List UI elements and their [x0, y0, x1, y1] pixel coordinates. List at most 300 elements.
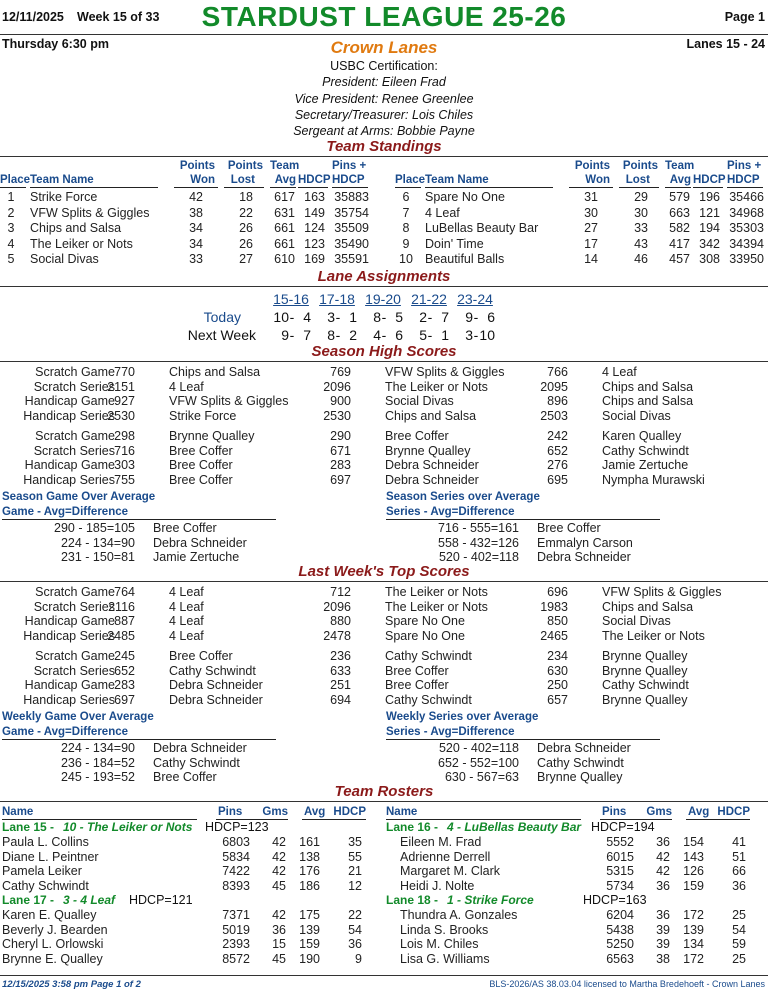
roster-col-gms: Gms	[262, 806, 288, 818]
pins-plus-hdcp: 33950	[729, 252, 764, 267]
pins-plus-hdcp: 35466	[729, 190, 764, 204]
player-pins: 5315	[606, 864, 634, 878]
player-avg: 143	[683, 849, 704, 864]
score-category: Scratch Game	[35, 585, 115, 599]
series-over-diff: 652 - 552=100	[438, 755, 519, 770]
score-value: 695	[547, 472, 568, 487]
header-underline	[174, 187, 218, 188]
header-underline	[0, 187, 26, 188]
player-avg: 139	[299, 922, 320, 937]
points-won: 34	[189, 236, 203, 251]
col-team-avg: Avg	[669, 174, 691, 186]
player-pins: 6015	[606, 849, 634, 864]
team-avg: 617	[274, 190, 295, 204]
header-underline	[569, 187, 613, 188]
score-value: 283	[114, 678, 135, 692]
player-games: 45	[272, 878, 286, 893]
score-holder: Chips and Salsa	[602, 379, 694, 394]
roster-team-hdcp: HDCP=163	[583, 893, 647, 907]
game-over-bowler: Jamie Zertuche	[153, 550, 240, 564]
section-season-high: Season High Scores	[311, 343, 457, 360]
player-avg: 159	[299, 937, 320, 951]
next-dash: -	[289, 327, 295, 343]
score-value: 2116	[108, 599, 135, 614]
points-won: 30	[584, 205, 598, 220]
player-hdcp: 66	[732, 864, 746, 878]
col-pins-hdcp: HDCP	[332, 174, 365, 186]
series-over-bowler: Debra Schneider	[537, 550, 631, 564]
game-over-avg-title: Season Game Over Average	[2, 491, 156, 503]
header-rule	[0, 34, 768, 35]
player-pins: 5552	[606, 835, 634, 849]
today-dash: -	[335, 309, 341, 325]
player-games: 42	[272, 835, 286, 849]
points-won: 14	[584, 252, 598, 267]
player-name: Heidi J. Nolte	[400, 878, 475, 893]
pins-plus-hdcp: 35303	[729, 221, 764, 236]
score-value: 769	[330, 365, 351, 379]
next-team-b: 2	[349, 327, 357, 343]
score-holder: Karen Qualley	[602, 429, 682, 443]
score-value: 633	[330, 663, 351, 678]
player-games: 42	[272, 849, 286, 864]
game-over-avg-sub: Game - Avg=Difference	[2, 506, 129, 518]
game-over-diff: 224 - 134=90	[60, 535, 135, 550]
series-over-bowler: Bree Coffer	[537, 521, 601, 535]
player-pins: 2393	[222, 937, 250, 951]
player-hdcp: 51	[732, 849, 746, 864]
score-holder: Cathy Schwindt	[385, 649, 472, 663]
score-value: 671	[330, 443, 351, 458]
points-lost: 30	[634, 205, 648, 220]
today-team-b: 1	[349, 309, 357, 325]
player-avg: 126	[683, 864, 704, 878]
next-team-a: 5	[419, 327, 427, 343]
series-over-diff: 520 - 402=118	[438, 550, 519, 564]
lane-pair: 15-16	[273, 291, 309, 307]
col-team-avg: Team	[665, 160, 695, 172]
player-hdcp: 36	[348, 937, 362, 951]
player-pins: 6204	[606, 908, 634, 922]
col-team-avg: Avg	[274, 174, 296, 186]
player-games: 38	[656, 951, 670, 966]
lastweek-rule	[0, 581, 768, 582]
series-over-avg-sub: Series - Avg=Difference	[386, 506, 515, 518]
col-points-lost: Points	[622, 160, 658, 172]
pins-plus-hdcp: 35591	[334, 252, 369, 267]
col-points-won: Won	[585, 174, 610, 186]
roster-lane: Lane 17 -	[2, 893, 55, 907]
score-value: 298	[114, 429, 135, 443]
score-holder: Debra Schneider	[385, 458, 479, 472]
score-value: 2530	[323, 408, 351, 423]
points-won: 38	[189, 205, 203, 220]
roster-team-name: 4 - LuBellas Beauty Bar	[447, 820, 582, 834]
next-team-a: 9	[281, 327, 289, 343]
today-dash: -	[473, 309, 479, 325]
player-avg: 190	[299, 951, 320, 966]
roster-col-gms: Gms	[646, 806, 672, 818]
player-avg: 175	[299, 908, 320, 922]
points-lost: 43	[634, 236, 648, 251]
col-points-lost: Lost	[230, 174, 255, 186]
score-value: 2095	[540, 379, 568, 394]
today-dash: -	[381, 309, 387, 325]
score-category: Scratch Series	[33, 599, 115, 614]
team-place: 2	[7, 205, 15, 220]
score-value: 900	[330, 394, 351, 408]
today-team-a: 9	[465, 309, 473, 325]
score-value: 303	[114, 458, 135, 472]
score-value: 716	[114, 443, 135, 458]
player-games: 42	[272, 908, 286, 922]
pins-plus-hdcp: 34394	[729, 236, 764, 251]
team-hdcp: 194	[699, 221, 720, 236]
player-hdcp: 21	[348, 864, 362, 878]
officer-line: USBC Certification:	[330, 59, 438, 73]
score-holder: 4 Leaf	[169, 614, 204, 628]
series-over-diff: 558 - 432=126	[438, 535, 519, 550]
roster-col-name: Name	[386, 806, 418, 818]
next-dash: -	[381, 327, 387, 343]
team-avg: 663	[669, 205, 690, 220]
player-name: Brynne E. Qualley	[2, 951, 103, 966]
team-avg: 631	[274, 205, 295, 220]
next-team-b: 10	[479, 327, 495, 343]
roster-col-hdcp: HDCP	[333, 806, 366, 818]
pins-plus-hdcp: 35509	[334, 221, 369, 236]
score-holder: Social Divas	[602, 408, 671, 423]
team-avg: 582	[669, 221, 690, 236]
col-points-won: Points	[574, 160, 610, 172]
col-team-name: Team Name	[425, 174, 489, 186]
section-last-week: Last Week's Top Scores	[298, 563, 470, 580]
score-holder: Spare No One	[385, 628, 465, 643]
score-holder: Bree Coffer	[385, 429, 449, 443]
score-value: 880	[330, 614, 351, 628]
team-name: Doin' Time	[425, 236, 484, 251]
player-pins: 6563	[606, 951, 634, 966]
player-pins: 7422	[222, 864, 250, 878]
player-hdcp: 22	[348, 908, 362, 922]
over-avg-underline	[2, 739, 276, 740]
player-games: 42	[656, 849, 670, 864]
today-dash: -	[289, 309, 295, 325]
lanes-range: Lanes 15 - 24	[686, 37, 765, 51]
officer-line: Vice President: Renee Greenlee	[294, 91, 474, 106]
player-hdcp: 9	[355, 951, 362, 966]
player-games: 36	[656, 908, 670, 922]
score-category: Handicap Series	[23, 472, 115, 487]
score-value: 697	[330, 472, 351, 487]
next-team-a: 3	[465, 327, 473, 343]
game-over-diff: 245 - 193=52	[60, 770, 135, 784]
today-team-a: 2	[419, 309, 427, 325]
series-over-avg-title: Season Series over Average	[386, 491, 540, 503]
roster-team-hdcp: HDCP=121	[129, 893, 193, 907]
today-team-b: 4	[303, 309, 311, 325]
col-place: Place	[0, 174, 31, 186]
player-games: 39	[656, 922, 670, 937]
roster-col-avg: Avg	[688, 806, 710, 818]
roster-lane: Lane 18 -	[386, 893, 439, 907]
score-category: Handicap Game	[24, 394, 115, 408]
team-name: Chips and Salsa	[30, 221, 122, 236]
score-holder: The Leiker or Nots	[602, 628, 705, 643]
player-games: 45	[272, 951, 286, 966]
roster-lane: Lane 15 -	[2, 820, 55, 834]
player-games: 36	[656, 878, 670, 893]
player-avg: 154	[683, 835, 704, 849]
score-holder: The Leiker or Nots	[385, 379, 488, 394]
score-value: 2465	[540, 628, 568, 643]
points-won: 42	[189, 190, 203, 204]
team-avg: 661	[274, 236, 295, 251]
score-value: 2096	[323, 379, 351, 394]
player-avg: 176	[299, 864, 320, 878]
standings-rule	[0, 156, 768, 157]
roster-team-hdcp: HDCP=123	[205, 820, 269, 834]
roster-col-avg: Avg	[304, 806, 326, 818]
score-holder: 4 Leaf	[169, 585, 204, 599]
score-holder: 4 Leaf	[602, 365, 637, 379]
score-value: 652	[114, 663, 135, 678]
score-holder: Nympha Murawski	[602, 472, 705, 487]
score-value: 242	[547, 429, 568, 443]
player-games: 36	[272, 922, 286, 937]
player-pins: 5019	[222, 922, 250, 937]
series-over-diff: 716 - 555=161	[438, 521, 519, 535]
score-category: Handicap Series	[23, 692, 115, 707]
roster-col-hdcp: HDCP	[717, 806, 750, 818]
score-value: 927	[114, 394, 135, 408]
team-name: 4 Leaf	[425, 205, 460, 220]
score-value: 850	[547, 614, 568, 628]
score-value: 250	[547, 678, 568, 692]
score-holder: Bree Coffer	[169, 472, 233, 487]
team-place: 1	[7, 190, 15, 204]
score-category: Scratch Series	[33, 443, 115, 458]
day-time: Thursday 6:30 pm	[2, 37, 109, 51]
series-over-avg-sub: Series - Avg=Difference	[386, 726, 515, 738]
points-lost: 22	[239, 205, 253, 220]
over-avg-underline	[386, 519, 660, 520]
score-holder: 4 Leaf	[169, 599, 204, 614]
score-holder: Bree Coffer	[385, 663, 449, 678]
score-value: 2096	[323, 599, 351, 614]
section-team-standings: Team Standings	[326, 138, 442, 155]
score-holder: 4 Leaf	[169, 379, 204, 394]
score-value: 1983	[540, 599, 568, 614]
over-avg-underline	[386, 739, 660, 740]
score-holder: 4 Leaf	[169, 628, 204, 643]
roster-col-name: Name	[2, 806, 34, 818]
player-hdcp: 25	[732, 951, 746, 966]
points-lost: 33	[634, 221, 648, 236]
team-hdcp: 123	[304, 236, 325, 251]
team-avg: 579	[669, 190, 690, 204]
team-place: 3	[7, 221, 15, 236]
col-pins-hdcp: Pins +	[727, 160, 762, 172]
score-holder: Cathy Schwindt	[602, 678, 689, 692]
score-holder: VFW Splits & Giggles	[385, 365, 505, 379]
score-value: 630	[547, 663, 568, 678]
col-hdcp: HDCP	[693, 174, 726, 186]
player-name: Pamela Leiker	[2, 864, 82, 878]
score-value: 764	[114, 585, 135, 599]
player-hdcp: 54	[732, 922, 746, 937]
team-place: 9	[402, 236, 410, 251]
team-hdcp: 342	[699, 236, 720, 251]
player-hdcp: 41	[732, 835, 746, 849]
next-dash: -	[335, 327, 341, 343]
player-hdcp: 54	[348, 922, 362, 937]
lanes-rule	[0, 286, 768, 287]
player-hdcp: 25	[732, 908, 746, 922]
team-place: 10	[399, 252, 413, 267]
today-team-a: 8	[373, 309, 381, 325]
score-value: 755	[114, 472, 135, 487]
team-hdcp: 149	[304, 205, 325, 220]
page-number: Page 1	[724, 10, 765, 24]
pins-plus-hdcp: 35490	[334, 236, 369, 251]
score-holder: Chips and Salsa	[385, 408, 477, 423]
col-team-avg: Team	[270, 160, 300, 172]
section-lane-assignments: Lane Assignments	[317, 268, 451, 285]
roster-team-name: 10 - The Leiker or Nots	[63, 820, 193, 834]
next-team-b: 1	[441, 327, 449, 343]
player-name: Lois M. Chiles	[400, 937, 479, 951]
team-avg: 610	[274, 252, 295, 267]
score-category: Scratch Game	[35, 365, 115, 379]
game-over-bowler: Cathy Schwindt	[153, 755, 240, 770]
game-over-bowler: Debra Schneider	[153, 535, 247, 550]
player-games: 42	[272, 864, 286, 878]
score-category: Scratch Series	[33, 663, 115, 678]
points-lost: 29	[634, 190, 648, 204]
player-pins: 8572	[222, 951, 250, 966]
series-over-bowler: Debra Schneider	[537, 741, 631, 755]
team-name: Beautiful Balls	[425, 252, 505, 267]
player-hdcp: 36	[732, 878, 746, 893]
player-avg: 159	[683, 878, 704, 893]
score-value: 770	[114, 365, 135, 379]
score-category: Handicap Series	[23, 408, 115, 423]
player-name: Karen E. Qualley	[2, 908, 97, 922]
player-hdcp: 59	[732, 937, 746, 951]
score-value: 696	[547, 585, 568, 599]
game-over-bowler: Debra Schneider	[153, 741, 247, 755]
player-pins: 5438	[606, 922, 634, 937]
footer-rule	[0, 975, 768, 976]
score-holder: VFW Splits & Giggles	[602, 585, 722, 599]
header-underline	[224, 187, 264, 188]
player-avg: 172	[683, 951, 704, 966]
player-pins: 8393	[222, 878, 250, 893]
team-hdcp: 163	[304, 190, 325, 204]
player-avg: 172	[683, 908, 704, 922]
next-team-a: 4	[373, 327, 381, 343]
player-pins: 6803	[222, 835, 250, 849]
roster-lane: Lane 16 -	[386, 820, 439, 834]
score-holder: Bree Coffer	[169, 649, 233, 663]
score-category: Scratch Game	[35, 649, 115, 663]
game-over-diff: 231 - 150=81	[60, 550, 135, 564]
score-holder: Debra Schneider	[169, 678, 263, 692]
lane-pair: 23-24	[457, 291, 493, 307]
team-hdcp: 121	[699, 205, 720, 220]
points-won: 31	[584, 190, 598, 204]
game-over-avg-sub: Game - Avg=Difference	[2, 726, 129, 738]
score-value: 2478	[323, 628, 351, 643]
header-underline	[665, 187, 691, 188]
roster-team-name: 1 - Strike Force	[447, 893, 534, 907]
series-over-bowler: Cathy Schwindt	[537, 755, 624, 770]
center-name: Crown Lanes	[330, 38, 438, 57]
col-hdcp: HDCP	[298, 174, 331, 186]
score-value: 657	[547, 692, 568, 707]
points-won: 34	[189, 221, 203, 236]
score-holder: Bree Coffer	[169, 443, 233, 458]
score-category: Handicap Series	[23, 628, 115, 643]
team-name: The Leiker or Nots	[30, 236, 133, 251]
score-value: 896	[547, 394, 568, 408]
points-won: 17	[584, 236, 598, 251]
col-points-lost: Lost	[625, 174, 650, 186]
score-value: 2151	[107, 379, 135, 394]
roster-team-name: 3 - 4 Leaf	[63, 893, 116, 907]
score-value: 887	[114, 614, 135, 628]
player-name: Cathy Schwindt	[2, 878, 89, 893]
next-team-a: 8	[327, 327, 335, 343]
pins-plus-hdcp: 34968	[729, 205, 764, 220]
player-name: Paula L. Collins	[2, 835, 89, 849]
roster-underline	[302, 819, 366, 820]
lane-pair: 19-20	[365, 291, 401, 307]
header-underline	[270, 187, 296, 188]
header-underline	[727, 187, 763, 188]
score-holder: Cathy Schwindt	[385, 692, 472, 707]
score-holder: Brynne Qualley	[602, 649, 688, 663]
score-value: 283	[330, 458, 351, 472]
score-value: 245	[114, 649, 135, 663]
team-place: 7	[402, 205, 410, 220]
week-label: Week 15 of 33	[77, 10, 160, 24]
points-won: 33	[189, 252, 203, 267]
rosters-rule	[0, 801, 768, 802]
team-name: Spare No One	[425, 190, 505, 204]
game-over-bowler: Bree Coffer	[153, 521, 217, 535]
score-value: 694	[330, 692, 351, 707]
today-dash: -	[427, 309, 433, 325]
team-name: Strike Force	[30, 190, 98, 204]
score-category: Scratch Series	[33, 379, 115, 394]
player-games: 36	[656, 835, 670, 849]
officer-line: Sergeant at Arms: Bobbie Payne	[293, 124, 475, 139]
score-holder: Cathy Schwindt	[602, 443, 689, 458]
score-value: 2530	[107, 408, 135, 423]
player-avg: 139	[683, 922, 704, 937]
score-holder: VFW Splits & Giggles	[169, 394, 289, 408]
next-dash: -	[473, 327, 479, 343]
series-over-diff: 520 - 402=118	[438, 741, 519, 755]
player-games: 15	[272, 937, 286, 951]
score-value: 712	[330, 585, 351, 599]
header-underline	[693, 187, 723, 188]
team-name: Social Divas	[30, 252, 99, 267]
score-holder: Spare No One	[385, 614, 465, 628]
team-place: 8	[402, 221, 410, 236]
